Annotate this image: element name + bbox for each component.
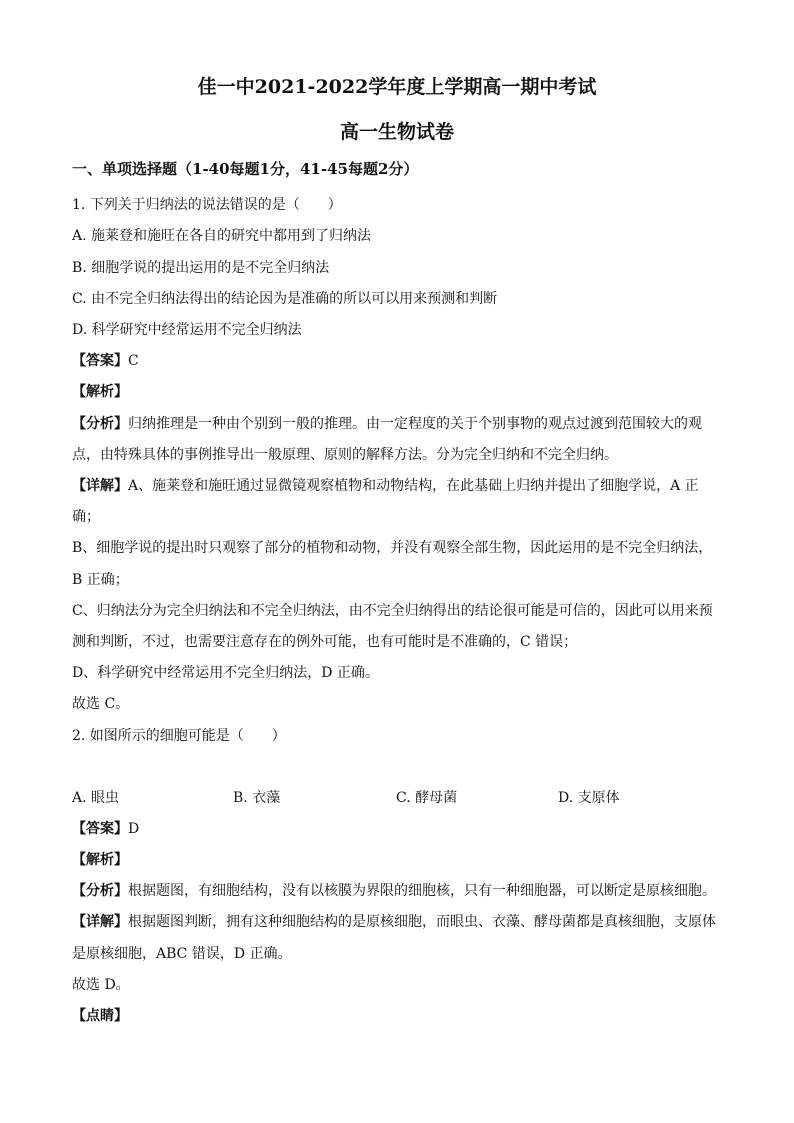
q2-stem: 2. 如图所示的细胞可能是（ ） xyxy=(72,728,286,744)
q1-xiangjie-6: 测和判断，不过，也需要注意存在的例外可能，也有可能时是不准确的，C 错误； xyxy=(72,634,578,650)
q2-dianjing-tag: 【点睛】 xyxy=(72,1008,128,1024)
q2-xiangjie-2: 是原核细胞，ABC 错误，D 正确。 xyxy=(72,946,292,962)
q1-analysis-tag: 【解析】 xyxy=(72,384,128,400)
q1-answer-line xyxy=(72,350,139,370)
xiangjie-tag: 【详解】 xyxy=(72,914,128,930)
q1-stem: 1. 下列关于归纳法的说法错误的是（ ） xyxy=(72,197,342,213)
fenxi-tag: 【分析】 xyxy=(72,883,128,899)
q1-fenxi-1: 【分析】归纳推理是一种由个别到一般的推理。由一定程度的关于个别事物的观点过渡到范围较大的观 xyxy=(72,416,702,432)
q1-option-d: D. 科学研究中经常运用不完全归纳法 xyxy=(72,322,302,338)
q2-option-a: A. 眼虫 xyxy=(72,790,120,806)
q2-answer: D xyxy=(128,821,140,837)
answer-tag: 【答案】 xyxy=(72,821,128,837)
q1-fenxi-2: 点，由特殊具体的事例推导出一般原理、原则的解释方法。分为完全归纳和不完全归纳。 xyxy=(72,447,618,463)
q2-conclusion: 故选 D。 xyxy=(72,977,130,993)
q2-option-b: B. 衣藻 xyxy=(233,790,281,806)
q1-xiangjie-3: B、细胞学说的提出时只观察了部分的植物和动物，并没有观察全部生物，因此运用的是不完全归纳法， xyxy=(72,540,713,556)
q1-xiangjie-7: D、科学研究中经常运用不完全归纳法，D 正确。 xyxy=(72,665,379,681)
q2-analysis-tag: 【解析】 xyxy=(72,852,128,868)
q1-xiangjie-4: B 正确； xyxy=(72,572,129,588)
q1-answer: C xyxy=(128,353,139,369)
q2-option-c: C. 酵母菌 xyxy=(396,790,458,806)
q2-xiangjie-1: 【详解】根据题图判断，拥有这种细胞结构的是原核细胞，而眼虫、衣藻、酵母菌都是真核细胞，支原体 xyxy=(72,914,716,930)
page-title: 佳一中2021-2022学年度上学期高一期中考试 xyxy=(197,76,597,98)
xiangjie-tag: 【详解】 xyxy=(72,478,128,494)
q1-xiangjie-1: 【详解】A、施莱登和施旺通过显微镜观察植物和动物结构，在此基础上归纳并提出了细胞学说，A 正 xyxy=(72,478,699,494)
q1-conclusion: 故选 C。 xyxy=(72,696,130,712)
q1-option-c: C. 由不完全归纳法得出的结论因为是准确的所以可以用来预测和判断 xyxy=(72,291,498,307)
q1-xiangjie-5: C、归纳法分为完全归纳法和不完全归纳法，由不完全归纳得出的结论很可能是可信的，因此可以用来预 xyxy=(72,603,713,619)
q2-fenxi-1: 【分析】根据题图，有细胞结构，没有以核膜为界限的细胞核，只有一种细胞器，可以断定是原核细胞。 xyxy=(72,883,716,899)
q2-option-d: D. 支原体 xyxy=(558,790,620,806)
q1-option-b: B. 细胞学说的提出运用的是不完全归纳法 xyxy=(72,260,330,276)
page-subtitle: 高一生物试卷 xyxy=(339,121,454,143)
answer-tag: 【答案】 xyxy=(72,353,128,369)
fenxi-tag: 【分析】 xyxy=(72,416,128,432)
section-heading: 一、单项选择题（1-40每题1分，41-45每题2分） xyxy=(72,160,419,178)
q2-answer-line xyxy=(72,818,139,838)
q1-xiangjie-2: 确； xyxy=(72,509,100,525)
q1-option-a: A. 施莱登和施旺在各自的研究中都用到了归纳法 xyxy=(72,228,372,244)
